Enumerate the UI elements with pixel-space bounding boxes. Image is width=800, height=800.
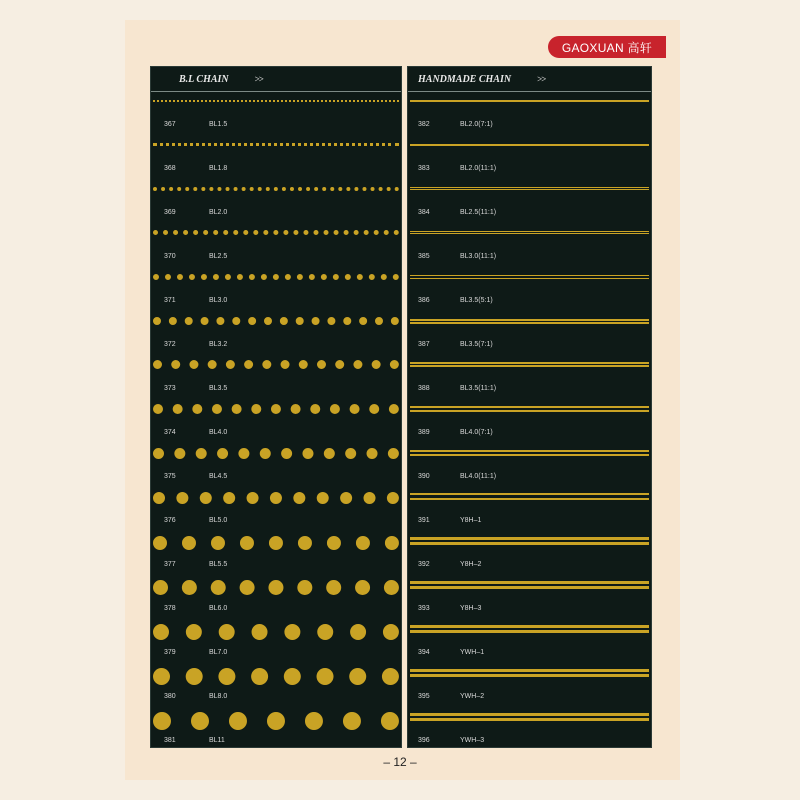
item-code: BL6.0 (209, 605, 228, 612)
chain-item (408, 359, 651, 403)
chain-item (408, 535, 651, 579)
item-code: BL8.0 (209, 693, 228, 700)
chain-image (153, 448, 399, 459)
chain-image (153, 712, 399, 730)
bl-chain-panel (150, 66, 402, 748)
chain-image (410, 713, 649, 721)
item-number: 374 (164, 429, 176, 436)
chain-item (408, 447, 651, 491)
double-chevron-icon: >> (537, 74, 546, 84)
item-number: 373 (164, 385, 176, 392)
item-number: 396 (418, 737, 430, 744)
item-code: BL5.0 (209, 517, 228, 524)
chain-image (153, 317, 399, 325)
chain-item (151, 227, 401, 271)
item-number: 370 (164, 253, 176, 260)
item-code: BL4.0(11:1) (460, 473, 497, 480)
chain-image (410, 231, 649, 234)
item-code: Y8H–1 (460, 517, 482, 524)
chain-item (408, 271, 651, 315)
item-code: BL3.0 (209, 297, 228, 304)
item-number: 386 (418, 297, 430, 304)
item-number: 391 (418, 517, 430, 524)
chain-image (410, 275, 649, 279)
chain-item (408, 95, 651, 139)
item-number: 392 (418, 561, 430, 568)
item-code: BL4.0(7:1) (460, 429, 493, 436)
bl-chain-title: B.L CHAIN (179, 73, 229, 85)
item-code: BL4.5 (209, 473, 228, 480)
item-code: BL5.5 (209, 561, 228, 568)
chain-item (151, 359, 401, 403)
item-code: BL3.5(11:1) (460, 385, 497, 392)
item-number: 394 (418, 649, 430, 656)
chain-image (153, 100, 399, 102)
handmade-chain-title: HANDMADE CHAIN (418, 73, 512, 85)
brand-badge: GAOXUAN 高轩 (548, 36, 666, 58)
chain-image (410, 625, 649, 633)
item-code: Y8H–2 (460, 561, 482, 568)
item-code: BL2.0(7:1) (460, 121, 493, 128)
item-number: 375 (164, 473, 176, 480)
chain-item (151, 271, 401, 315)
chain-image (410, 362, 649, 367)
item-number: 379 (164, 649, 176, 656)
chain-image (153, 580, 399, 595)
chain-image (153, 274, 399, 280)
item-code: YWH–1 (460, 649, 485, 656)
chain-item (151, 535, 401, 579)
item-number: 380 (164, 693, 176, 700)
item-number: 383 (418, 165, 430, 172)
item-code: BL11 (209, 737, 225, 744)
chain-item (151, 579, 401, 623)
item-number: 377 (164, 561, 176, 568)
bl-chain-header (151, 67, 401, 92)
chain-item (408, 711, 651, 748)
item-number: 382 (418, 121, 430, 128)
chain-image (410, 493, 649, 500)
item-number: 387 (418, 341, 430, 348)
chain-image (410, 581, 649, 589)
item-number: 371 (164, 297, 176, 304)
item-code: BL2.5(11:1) (460, 209, 497, 216)
item-number: 388 (418, 385, 430, 392)
item-code: BL4.0 (209, 429, 228, 436)
item-code: BL1.8 (209, 165, 228, 172)
chain-image (410, 537, 649, 545)
item-number: 378 (164, 605, 176, 612)
chain-image (410, 319, 649, 324)
chain-image (153, 187, 399, 191)
chain-item (408, 139, 651, 183)
item-number: 372 (164, 341, 176, 348)
chain-image (153, 404, 399, 414)
chain-image (410, 669, 649, 677)
item-number: 367 (164, 121, 176, 128)
item-number: 390 (418, 473, 430, 480)
chain-item (408, 227, 651, 271)
item-code: BL3.2 (209, 341, 228, 348)
item-code: BL2.5 (209, 253, 228, 260)
item-number: 376 (164, 517, 176, 524)
chain-image (153, 492, 399, 504)
item-number: 368 (164, 165, 176, 172)
chain-item (408, 315, 651, 359)
item-code: BL1.5 (209, 121, 228, 128)
chain-item (408, 183, 651, 227)
chain-item (151, 491, 401, 535)
chain-item (151, 711, 401, 748)
chain-item (151, 95, 401, 139)
chain-image (153, 360, 399, 369)
chain-item (151, 623, 401, 667)
double-chevron-icon: >> (254, 74, 263, 84)
item-code: BL3.5(7:1) (460, 341, 493, 348)
item-number: 384 (418, 209, 430, 216)
chain-item (408, 667, 651, 711)
item-code: BL2.0(11:1) (460, 165, 497, 172)
chain-image (153, 143, 399, 146)
chain-image (153, 536, 399, 550)
item-number: 369 (164, 209, 176, 216)
item-number: 395 (418, 693, 430, 700)
chain-item (408, 579, 651, 623)
chain-item (151, 139, 401, 183)
item-code: BL7.0 (209, 649, 228, 656)
chain-item (151, 403, 401, 447)
item-code: YWH–3 (460, 737, 485, 744)
chain-image (410, 406, 649, 412)
chain-item (151, 183, 401, 227)
chain-item (408, 491, 651, 535)
chain-item (408, 403, 651, 447)
handmade-chain-panel (407, 66, 652, 748)
handmade-chain-header (408, 67, 651, 92)
chain-image (410, 450, 649, 456)
item-code: YWH–2 (460, 693, 485, 700)
chain-item (151, 315, 401, 359)
chain-item (151, 447, 401, 491)
chain-image (153, 668, 399, 685)
chain-item (408, 623, 651, 667)
page-number: – 12 – (383, 755, 417, 769)
chain-image (410, 187, 649, 190)
item-code: BL3.0(11:1) (460, 253, 497, 260)
chain-item (151, 667, 401, 711)
item-code: BL2.0 (209, 209, 228, 216)
chain-image (410, 100, 649, 102)
chain-image (410, 144, 649, 146)
chain-image (153, 230, 399, 235)
item-code: Y8H–3 (460, 605, 482, 612)
chain-image (153, 624, 399, 640)
item-code: BL3.5 (209, 385, 228, 392)
item-code: BL3.5(5:1) (460, 297, 493, 304)
item-number: 393 (418, 605, 430, 612)
item-number: 381 (164, 737, 176, 744)
item-number: 389 (418, 429, 430, 436)
item-number: 385 (418, 253, 430, 260)
